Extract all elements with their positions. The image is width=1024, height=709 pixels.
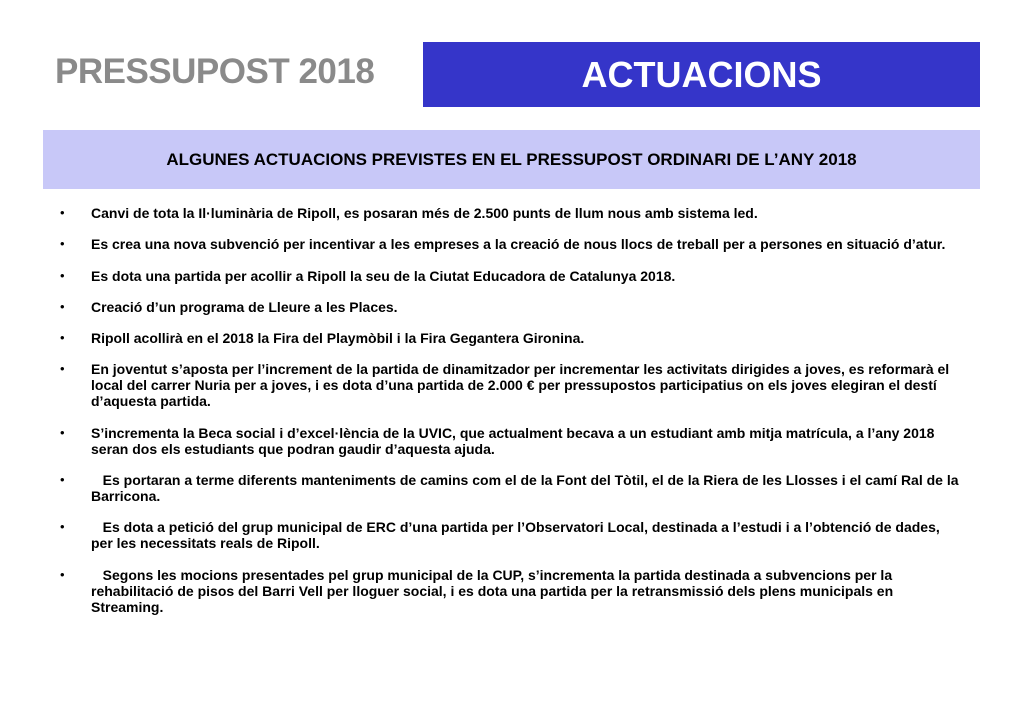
actions-list (60, 205, 963, 630)
section-title: ACTUACIONS (581, 53, 822, 95)
list-item-text: Canvi de tota la Il·luminària de Ripoll, es posaran més de 2.500 punts de llum nous amb sistema led. (91, 205, 758, 221)
section-banner (423, 42, 980, 107)
bullet-icon: • (60, 519, 65, 535)
page-title: PRESSUPOST 2018 (55, 52, 375, 91)
bullet-icon: • (60, 205, 65, 220)
list-item-text: En joventut s’aposta per l’increment de la partida de dinamitzador per incrementar les activitats dirigides a joves, es reformarà el local del carrer Nuria per a joves, i es dota d’una partida de 2.000 € per pressupostos participatius on els joves elegiran el destí d’aquesta partida. (91, 361, 950, 410)
list-item-text: Es crea una nova subvenció per incentivar a les empreses a la creació de nous llocs de treball per a persones en situació d’atur. (91, 236, 946, 253)
list-item-text: S’incrementa la Beca social i d’excel·lència de la UVIC, que actualment becava a un estudiant amb mitja matrícula, a l’any 2018 seran dos els estudiants que podran gaudir d’aquesta ajuda. (91, 424, 935, 457)
bullet-icon: • (60, 298, 65, 314)
list-item (60, 205, 960, 221)
list-item-text: Segons les mocions presentades pel grup municipal de la CUP, s’incrementa la partida destinada a subvencions per la rehabilitació de pisos del Barri Vell per lloguer social, i es dota una partida per la retransmissió dels plens municipals en Streaming. (91, 566, 898, 615)
list-item (60, 567, 960, 615)
list-item (60, 299, 960, 315)
subtitle-banner (43, 130, 980, 189)
list-item (60, 519, 960, 551)
list-item-text: Es portaran a terme diferents manteniments de camins com el de la Font del Tòtil, el de la Riera de les Llosses i el camí Ral de la Barricona. (91, 472, 963, 505)
bullet-icon: • (60, 267, 65, 283)
bullet-icon: • (60, 330, 65, 346)
subtitle-text: ALGUNES ACTUACIONS PREVISTES EN EL PRESSUPOST ORDINARI DE L’ANY 2018 (166, 149, 857, 169)
list-item (60, 330, 960, 346)
bullet-icon: • (60, 566, 65, 582)
list-item-text: Es dota a petició del grup municipal de ERC d’una partida per l’Observatori Local, destinada a l’estudi i a l’obtenció de dades, per les necessitats reals de Ripoll. (91, 519, 944, 552)
bullet-icon: • (60, 236, 65, 252)
list-item-text: Es dota una partida per acollir a Ripoll la seu de la Ciutat Educadora de Catalunya 2018. (91, 267, 676, 284)
bullet-icon: • (60, 424, 65, 440)
list-item (60, 472, 963, 505)
bullet-icon: • (60, 472, 65, 488)
list-item (60, 425, 960, 457)
bullet-icon: • (60, 361, 65, 377)
list-item-text: Ripoll acollirà en el 2018 la Fira del Playmòbil i la Fira Gegantera Gironina. (91, 330, 585, 347)
list-item (60, 236, 960, 252)
list-item-text: Creació d’un programa de Lleure a les Places. (91, 298, 398, 315)
list-item (60, 268, 960, 284)
list-item (60, 361, 960, 409)
